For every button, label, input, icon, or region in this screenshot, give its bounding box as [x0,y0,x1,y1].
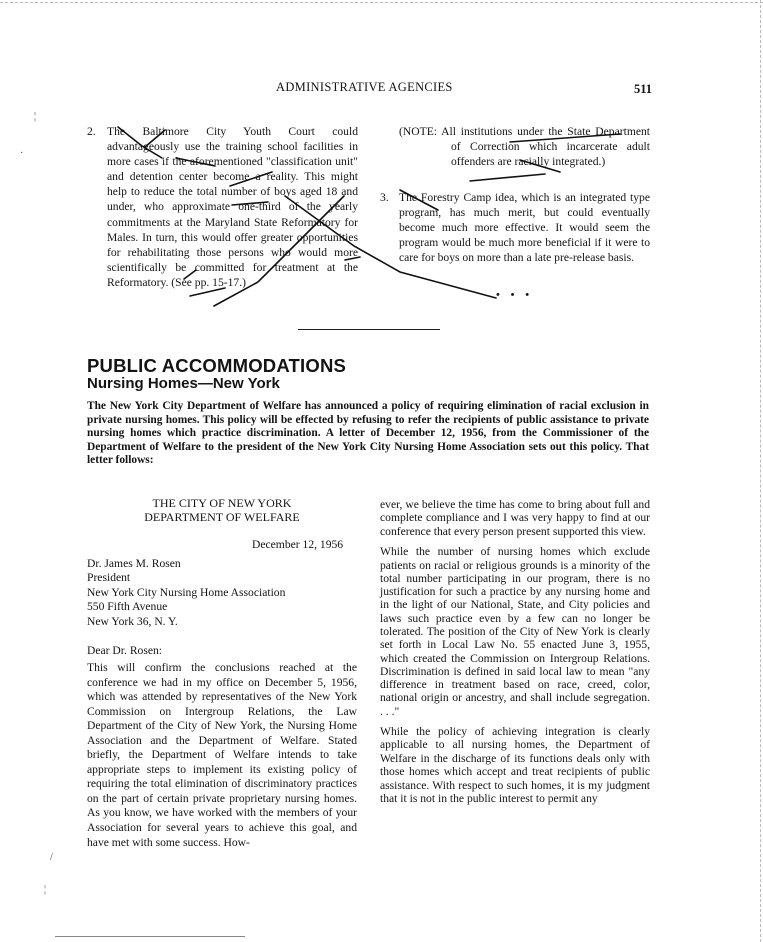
letter-org-line-1: THE CITY OF NEW YORK [152,496,292,510]
item-3-text: The Forestry Camp idea, which is an integrated type program, has much merit, but could eventually become much more effective. It would seem the program would be much more beneficial if it were to care for boys on more than a late pre-release basis. [399,191,650,265]
address-line: 550 Fifth Avenue [87,600,168,614]
address-line: President [87,571,131,585]
subsection-title: Nursing Homes—New York [87,375,280,392]
letter-body-left [87,661,357,850]
letter-paragraph: While the number of nursing homes which exclude patients on racial or religious grounds is a minority of the total number participating in our program, there is no justification for such a practice by any nursing home and in the light of our National, State, and City policies and laws such practice even by a few can no longer be tolerated. The position of the City of New York is clearly set forth in Local Law No. 55 enacted June 3, 1955, which created the Commission on Intergroup Relations. Discrimination is defined in said local law to mean "any difference in treatment based on race, creed, color, national origin or ancestry, and shall include segregation. . . ." [380,545,650,718]
scan-border-right [760,0,761,942]
running-head: ADMINISTRATIVE AGENCIES [276,80,453,94]
letter-paragraph: This will confirm the conclusions reached at the conference we had in my office on December 5, 1956, which was attended by representatives of the New York Commission on Intergroup Relations, the Law Department of the City of New York, the Nursing Home Association and the Department of Welfare. Stated briefly, the Department of Welfare intends to take appropriate steps to implement its existing policy of requiring the total elimination of discriminatory practices on the part of certain private proprietary nursing homes. As you know, we have worked with the members of your Association for several years to achieve this goal, and have met with some success. How- [87,661,357,849]
section-divider [298,329,440,330]
letter-address [87,557,285,629]
scan-border-top [0,2,763,3]
item-2-block [107,124,358,290]
item-3-number: 3. [380,191,389,204]
letter-paragraph: ever, we believe the time has come to bring about full and complete compliance and I was very happy to find at our conference that every person present supported this view. [380,498,650,538]
page-number: 511 [634,82,653,96]
scan-edge-line [55,936,245,937]
item-2-text: The Baltimore City Youth Court could advantageously use the training school facilities in more cases if the aforementioned "classification unit" and detention center become a reality. This might help to reduce the total number of boys aged 18 and under, who approximate one-third of the yearly commitments at the Maryland State Reformatory for Males. In turn, this would offer greater opportunities for rehabilitating those persons who would more scientifically be committed for treatment at the Reformatory. (See pp. 15-17.) [107,125,358,289]
margin-mark: / [50,852,53,863]
letter-date: December 12, 1956 [252,538,344,551]
note-block [399,124,650,169]
section-end-dots: • • • [496,289,534,301]
letter-paragraph: While the policy of achieving integration is clearly applicable to all nursing homes, the Department of Welfare in the discharge of its functions deals only with those homes which accept and treat recipients of public assistance. With respect to such homes, it is my judgment that it is not in the public interest to permit any [380,725,650,806]
letter-body-right [380,498,650,806]
address-line: New York 36, N. Y. [87,614,178,628]
address-line: New York City Nursing Home Association [87,585,286,599]
section-intro: The New York City Department of Welfare has announced a policy of requiring elimination of racial exclusion in private nursing homes. This policy will be effected by refusing to refer the recipients of public assistance to private nursing homes which practice discrimination. A letter of December 12, 1956, from the Commissioner of the Department of Welfare to the president of the New York City Nursing Home Association sets out this policy. That letter follows: [87,400,649,467]
item-3-block [399,190,650,265]
margin-mark: ¦ [44,884,47,895]
section-title: PUBLIC ACCOMMODATIONS [87,355,347,376]
letter-org-line-2: DEPARTMENT OF WELFARE [144,510,300,524]
item-2-number: 2. [87,125,96,138]
address-line: Dr. James M. Rosen [87,557,181,570]
letter-salutation: Dear Dr. Rosen: [87,644,163,657]
note-text: (NOTE: All institutions under the State Department of Correction which incarcerate adult offenders are racially integrated.) [399,125,650,169]
margin-mark: · [20,148,24,159]
margin-mark: ¦ [34,111,37,122]
